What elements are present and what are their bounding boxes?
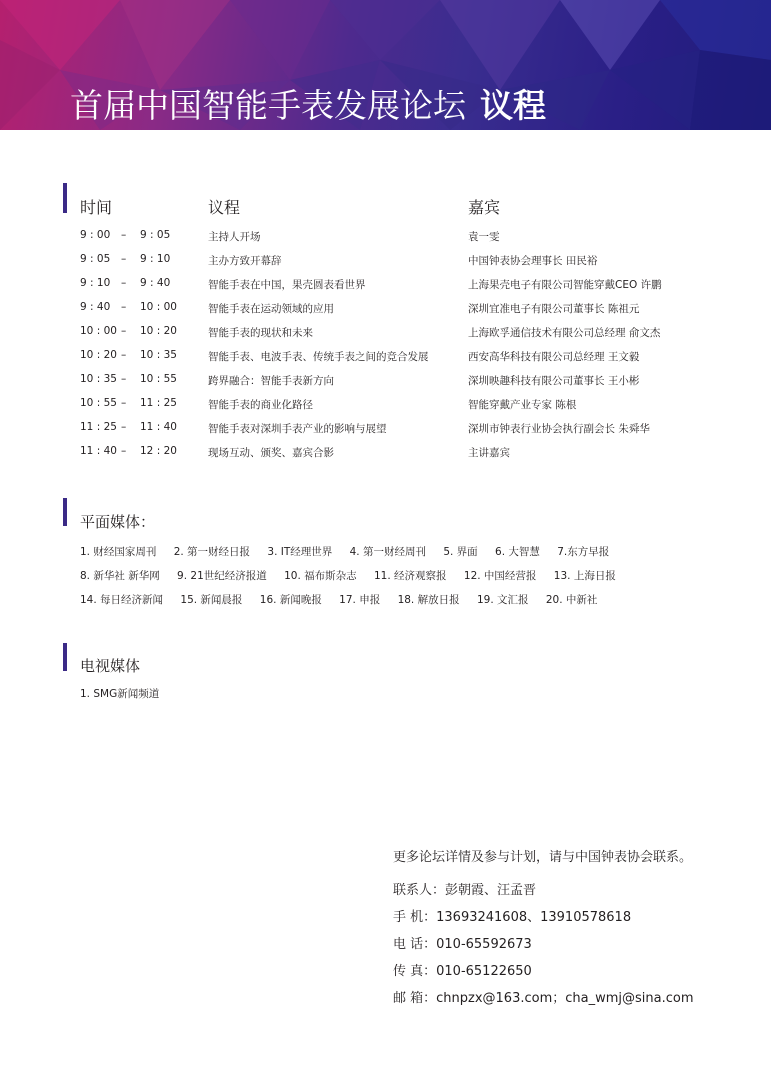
print-media-section-marker (63, 498, 67, 526)
tv-media-section-marker (63, 643, 67, 671)
header-banner (0, 0, 771, 130)
media-item: 12. 中国经营报 (463, 570, 537, 582)
agenda-row: 11 : 40 – 12 : 20 现场互动、颁奖、嘉宾合影 主讲嘉宾 (80, 445, 510, 459)
contact-person: 联系人：彭朝霞、汪孟晋 (393, 883, 537, 898)
media-item: 18. 解放日报 (397, 594, 460, 606)
print-media-line (80, 544, 623, 559)
agenda-row: 11 : 25 – 11 : 40 智能手表对深圳手表产业的影响与展望 深圳市钟表行业协会执行副会长 朱舜华 (80, 421, 650, 435)
contact-intro: 更多论坛详情及参与计划，请与中国钟表协会联系。 (393, 850, 693, 865)
page-title-agenda: 议程 (480, 86, 546, 125)
media-item: 4. 第一财经周刊 (349, 546, 426, 558)
print-media-line (80, 592, 611, 607)
agenda-row: 9 : 40 – 10 : 00 智能手表在运动领域的应用 深圳宜准电子有限公司董事长 陈祖元 (80, 301, 640, 315)
media-item: 13. 上海日报 (553, 570, 616, 582)
print-media-line (80, 568, 630, 583)
agenda-row: 9 : 10 – 9 : 40 智能手表在中国，果壳圆表看世界 上海果壳电子有限公司智能穿戴CEO 许鹏 (80, 277, 662, 291)
tv-media-line (80, 686, 173, 701)
media-item: 10. 福布斯杂志 (284, 570, 357, 582)
media-item: 1. 财经国家周刊 (80, 546, 157, 558)
agenda-row: 10 : 20 – 10 : 35 智能手表、电波手表、传统手表之间的竞合发展 西安高华科技有限公司总经理 王文毅 (80, 349, 640, 363)
contact-fax: 传 真：010-65122650 (393, 964, 532, 979)
agenda-row: 10 : 35 – 10 : 55 跨界融合：智能手表新方向 深圳映趣科技有限公司董事长 王小彬 (80, 373, 640, 387)
agenda-row: 10 : 00 – 10 : 20 智能手表的现状和未来 上海欧孚通信技术有限公司总经理 俞文杰 (80, 325, 661, 339)
contact-email: 邮 箱：chnpzx@163.com；cha_wmj@sina.com (393, 991, 694, 1006)
agenda-header-topic: 议程 (208, 198, 241, 217)
agenda-section-marker (63, 183, 67, 213)
print-media-title: 平面媒体： (80, 513, 156, 531)
media-item: 2. 第一财经日报 (173, 546, 251, 558)
agenda-row: 9 : 05 – 9 : 10 主办方致开幕辞 中国钟表协会理事长 田民裕 (80, 253, 598, 267)
media-item: 15. 新闻晨报 (180, 594, 243, 606)
agenda-row: 10 : 55 – 11 : 25 智能手表的商业化路径 智能穿戴产业专家 陈根 (80, 397, 577, 411)
media-item: 14. 每日经济新闻 (80, 594, 164, 606)
media-item: 6. 大智慧 (495, 546, 540, 558)
media-item: 19. 文汇报 (476, 594, 529, 606)
media-item: 1. SMG新闻频道 (80, 688, 160, 700)
media-item: 3. IT经理世界 (267, 546, 333, 558)
media-item: 8. 新华社 新华网 (80, 570, 160, 582)
media-item: 5. 界面 (443, 546, 478, 558)
media-item: 16. 新闻晚报 (259, 594, 322, 606)
agenda-header-time: 时间 (80, 198, 113, 217)
contact-phone: 电 话：010-65592673 (393, 937, 532, 952)
agenda-header-guest: 嘉宾 (468, 198, 501, 217)
media-item: 20. 中新社 (545, 594, 598, 606)
media-item: 9. 21世纪经济报道 (177, 570, 267, 582)
media-item: 17. 申报 (339, 594, 381, 606)
media-item: 7.东方早报 (557, 546, 610, 558)
media-item: 11. 经济观察报 (374, 570, 447, 582)
contact-mobile: 手 机：13693241608、13910578618 (393, 910, 632, 925)
agenda-row: 9 : 00 – 9 : 05 主持人开场 袁一雯 (80, 229, 500, 243)
tv-media-title: 电视媒体 (80, 657, 141, 675)
page-title: 首届中国智能手表发展论坛 议程 (70, 86, 546, 125)
